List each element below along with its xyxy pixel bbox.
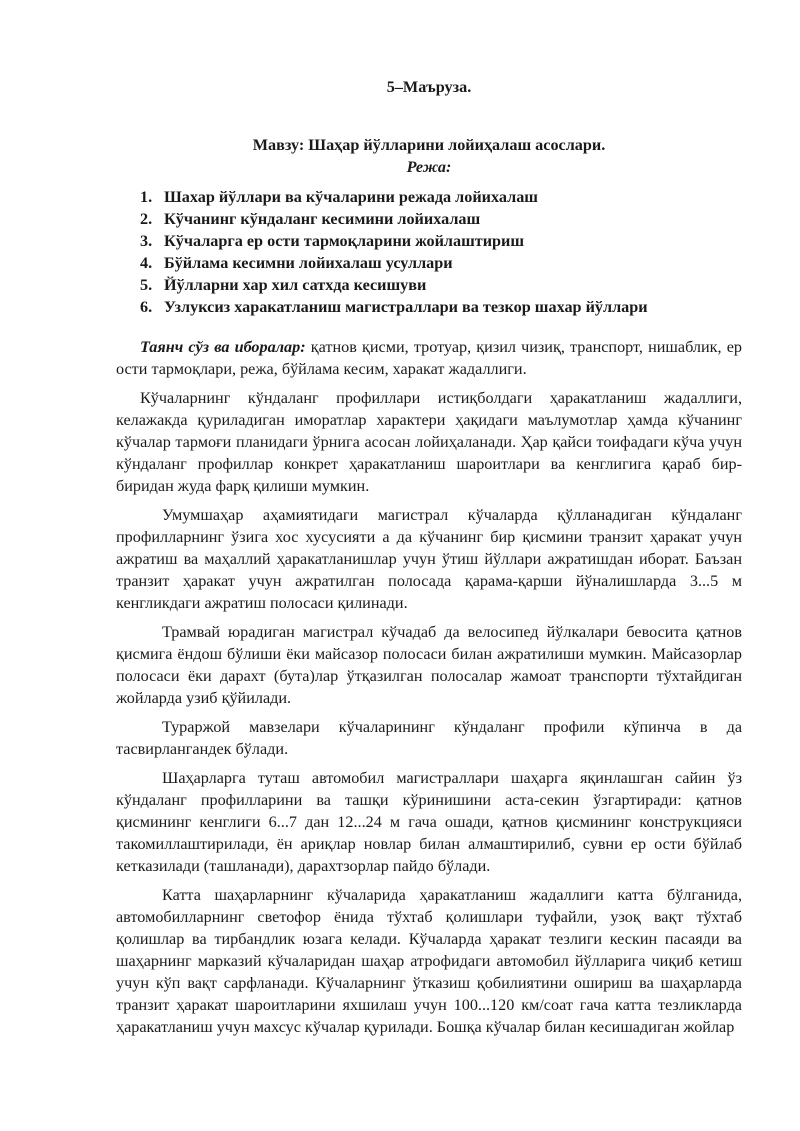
body-paragraph: Шаҳарларга туташ автомобил магистраллари шаҳарга яқинлашган сайин ўз кўндаланг профилларини ва ташқи кўринишини аста-секин ўзгартиради: қатнов қисмининг кенглиги 6...7 дан 12...24 м гача ошади, қатнов қисмининг конструкцияси такомиллаштирилади, ён ариқлар новлар билан алмаштирилиб, сувни ер ости бўйлаб кетказилади (ташланади), дарахтзорлар пайдо бўлади. (116, 769, 742, 875)
plan-item-text: Кўчаларга ер ости тармоқларини жойлаштириш (164, 232, 525, 250)
body-paragraph: Кўчаларнинг кўндаланг профиллари истиқболдаги ҳаракатланиш жадаллиги, келажакда қуриладиган иморатлар характери ҳақидаги маълумотлар ҳамда кўчанинг кўчалар тармоғи планидаги ўрнига асосан лойиҳаланади. Ҳар қайси тоифадаги кўча учун кўндаланг профиллар конкрет ҳаракатланиш шароитлари ва кенглигига қараб бир-биридан жуда фарқ қилиши мумкин. (116, 389, 742, 495)
body-paragraph: Умумшаҳар аҳамиятидаги магистрал кўчаларда қўлланадиган кўндаланг профилларнинг ўзига хос хусусияти а да кўчанинг бир қисмини транзит ҳаракат учун ажратиш ва маҳаллий ҳаракатланишлар учун ўтиш йўллари ажратишдан иборат. Баъзан транзит ҳаракат учун ажратилган полосада қарама-қарши йўналишларда 3...5 м кенгликдаги ажратиш полосаси қилинади. (116, 506, 742, 612)
plan-item-text: Узлуксиз харакатланиш магистраллари ва тезкор шахар йўллари (164, 298, 648, 316)
body-paragraph: Тураржой мавзелари кўчаларининг кўндаланг профили кўпинча в да тасвирлангандек бўлади. (116, 718, 742, 758)
topic-heading: Мавзу: Шаҳар йўлларини лойиҳалаш асослари. (252, 136, 606, 154)
plan-item (140, 208, 742, 230)
plan-item-number: 4. (140, 254, 153, 272)
plan-item-number: 5. (140, 276, 153, 294)
plan-item-text: Йўлларни хар хил сатхда кесишуви (164, 276, 427, 294)
keywords-paragraph (116, 336, 742, 380)
plan-item (140, 296, 742, 318)
plan-item-number: 3. (140, 232, 153, 250)
plan-item-number: 2. (140, 210, 153, 228)
plan-item (140, 230, 742, 252)
plan-item-text: Кўчанинг кўндаланг кесимини лойихалаш (164, 210, 481, 228)
plan-item (140, 186, 742, 208)
keywords-label: Таянч сўз ва иборалар: (140, 338, 306, 356)
body-paragraph: Трамвай юрадиган магистрал кўчадаб да велосипед йўлкалари бевосита қатнов қисмига ёндош бўлиши ёки майсазор полосаси билан ажратилиши мумкин. Майсазорлар полосаси ёки дарахт (бута)лар ўтқазилган полосалар жамоат транспорти тўхтайдиган жойларда узиб қўйилади. (116, 623, 742, 707)
plan-item-number: 6. (140, 298, 153, 316)
plan-list (116, 186, 742, 318)
plan-item (140, 252, 742, 274)
plan-item-number: 1. (140, 188, 153, 206)
plan-item (140, 274, 742, 296)
plan-heading: Режа: (406, 158, 452, 176)
plan-item-text: Бўйлама кесимни лойихалаш усуллари (164, 254, 453, 272)
body-paragraph: Катта шаҳарларнинг кўчаларида ҳаракатланиш жадаллиги катта бўлганида, автомобилларнинг светофор ёнида тўхтаб қолишлари туфайли, узоқ вақт тўхтаб қолишлар ва тирбандлик юзага келади. Кўчаларда ҳаракат тезлиги кескин пасаяди ва шаҳарнинг марказий кўчаларидан шаҳар атрофидаги автомобил йўлларига чиқиб кетиш учун кўп вақт сарфланади. Кўчаларнинг ўтказиш қобилиятини ошириш ва шаҳарларда транзит ҳаракат шароитларини яхшилаш учун 100...120 км/соат гача катта тезликларда ҳаракатланиш учун махсус кўчалар қурилади. Бошқа кўчалар билан кесишадиган жойлар (116, 886, 742, 1036)
keywords-text: қатнов қисми, тротуар, қизил чизиқ, транспорт, нишаблик, ер ости тармоқлари, режа, бўйлама кесим, харакат жадаллиги. (116, 338, 742, 378)
lecture-title: 5–Маъруза. (386, 78, 472, 96)
plan-item-text: Шахар йўллари ва кўчаларини режада лойихалаш (164, 188, 538, 206)
